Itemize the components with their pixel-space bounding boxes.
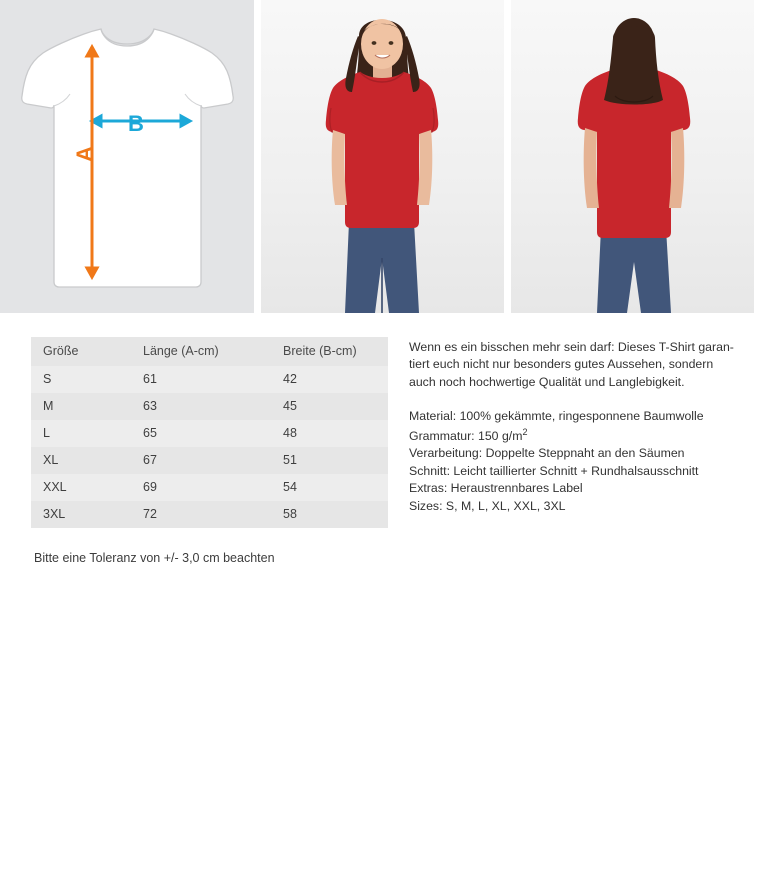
cell-size: M — [43, 399, 54, 413]
details-row — [0, 313, 777, 565]
cell-size: S — [43, 372, 52, 386]
table-row — [31, 420, 388, 447]
cell-width: 58 — [283, 507, 297, 521]
intro-line-2: tiert euch nicht nur besonders gutes Aussehen, sondern — [409, 357, 714, 372]
cell-width: 48 — [283, 426, 297, 440]
cell-length: 61 — [143, 372, 157, 386]
diagram-label-b: B — [128, 111, 144, 136]
column-header-size: Größe — [31, 337, 131, 366]
table-row — [31, 474, 388, 501]
cell-length: 69 — [143, 480, 157, 494]
tolerance-note: Bitte eine Toleranz von +/- 3,0 cm beachten — [34, 551, 275, 565]
size-table — [31, 337, 388, 528]
cell-size: XXL — [43, 480, 67, 494]
cell-length: 72 — [143, 507, 157, 521]
cell-size: 3XL — [43, 507, 66, 521]
cell-width: 42 — [283, 372, 297, 386]
table-row — [31, 366, 388, 393]
cell-size: XL — [43, 453, 59, 467]
spec-schnitt: Schnitt: Leicht taillierter Schnitt + Rundhalsausschnitt — [409, 463, 699, 478]
cell-length: 65 — [143, 426, 157, 440]
spec-extras: Extras: Heraustrennbares Label — [409, 481, 583, 496]
table-row — [31, 447, 388, 474]
cell-width: 54 — [283, 480, 297, 494]
intro-line-3: auch noch hochwertige Qualität und Langlebigkeit. — [409, 374, 685, 389]
diagram-label-a: A — [72, 146, 97, 162]
table-row — [31, 501, 388, 528]
spec-grammatur — [409, 426, 759, 446]
cell-width: 51 — [283, 453, 297, 467]
spec-grammatur-exponent: 2 — [522, 426, 528, 437]
table-row — [31, 393, 388, 420]
cell-length: 67 — [143, 453, 157, 467]
measurement-diagram — [0, 0, 254, 313]
cell-length: 63 — [143, 399, 157, 413]
size-table-section — [0, 313, 389, 565]
shirt-outline-svg — [0, 0, 254, 313]
spec-list — [409, 408, 759, 515]
column-header-width: Breite (B-cm) — [271, 337, 388, 366]
product-image-row — [0, 0, 777, 313]
intro-line-1: Wenn es ein bisschen mehr sein darf: Dieses T-Shirt garan- — [409, 340, 734, 354]
column-header-length: Länge (A-cm) — [131, 337, 271, 366]
model-front-illustration — [261, 0, 504, 313]
model-back-photo — [511, 0, 754, 313]
spec-sizes: Sizes: S, M, L, XL, XXL, 3XL — [409, 498, 566, 513]
model-back-illustration — [511, 0, 754, 313]
cell-size: L — [43, 426, 50, 440]
spec-verarbeitung: Verarbeitung: Doppelte Steppnaht an den Säumen — [409, 446, 685, 461]
spec-grammatur-label: Grammatur: 150 g/m — [409, 428, 523, 443]
model-front-photo — [261, 0, 504, 313]
spec-material: Material: 100% gekämmte, ringesponnene Baumwolle — [409, 409, 704, 424]
product-description — [389, 313, 777, 565]
cell-width: 45 — [283, 399, 297, 413]
table-header-row — [31, 337, 388, 366]
